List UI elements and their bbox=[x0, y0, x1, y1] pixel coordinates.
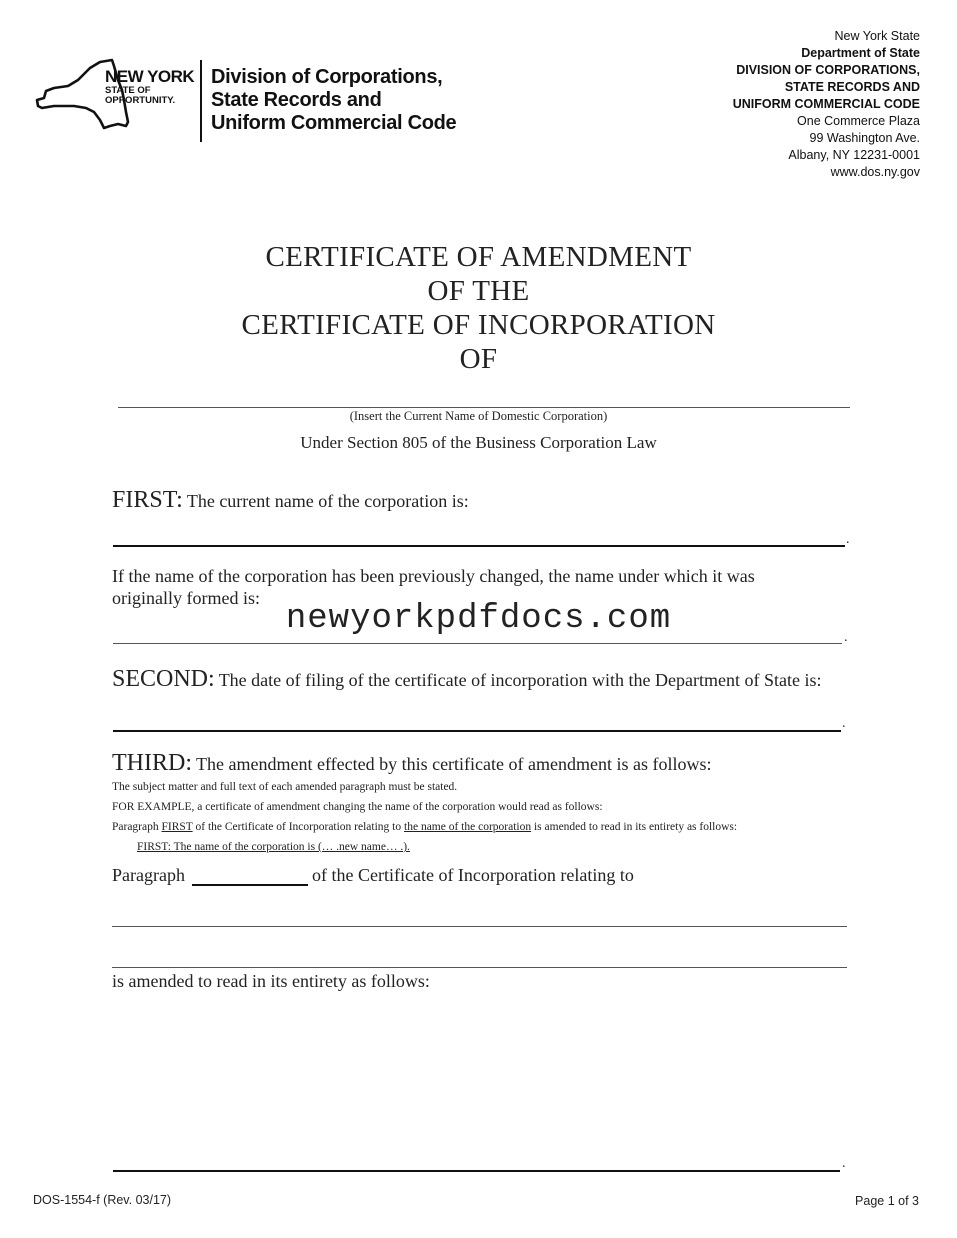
department-address bbox=[733, 28, 920, 181]
third-note-example-first: FIRST: The name of the corporation is (… .new name… .). bbox=[137, 841, 410, 853]
address-line: Department of State bbox=[801, 46, 920, 60]
logo-divider bbox=[200, 60, 202, 142]
previous-name-line2: originally formed is: bbox=[112, 588, 260, 608]
title-line: CERTIFICATE OF INCORPORATION bbox=[241, 309, 716, 341]
paragraph-number-field[interactable] bbox=[192, 884, 308, 886]
example-text: is amended to read in its entirety as follows: bbox=[531, 821, 738, 833]
address-line: 99 Washington Ave. bbox=[809, 131, 920, 145]
example-text: Paragraph bbox=[112, 821, 162, 833]
amended-text-field-end[interactable] bbox=[113, 1170, 840, 1172]
address-line: STATE RECORDS AND bbox=[784, 80, 920, 94]
third-note-example-text bbox=[112, 821, 737, 833]
third-paragraph bbox=[112, 750, 712, 777]
example-subject: the name of the corporation bbox=[404, 821, 532, 833]
example-text: of the Certificate of Incorporation relating to bbox=[192, 821, 405, 833]
division-title bbox=[211, 66, 456, 135]
first-paragraph bbox=[112, 487, 469, 514]
title-line: OF bbox=[459, 343, 498, 375]
logo-tagline-line2: OPPORTUNITY. bbox=[105, 95, 176, 106]
subject-matter-field-line1[interactable] bbox=[112, 926, 847, 927]
form-identifier: DOS-1554-f (Rev. 03/17) bbox=[33, 1193, 172, 1207]
logo-tagline-line1: STATE OF bbox=[105, 85, 151, 96]
division-title-line1: Division of Corporations, bbox=[211, 66, 443, 88]
current-name-field[interactable] bbox=[113, 545, 845, 547]
field-period: . bbox=[846, 532, 850, 547]
address-line: Albany, NY 12231-0001 bbox=[788, 148, 920, 162]
paragraph-label: Paragraph bbox=[112, 865, 185, 885]
first-text: The current name of the corporation is: bbox=[186, 491, 469, 511]
third-note-example: FOR EXAMPLE, a certificate of amendment changing the name of the corporation would read as follows: bbox=[112, 801, 603, 813]
address-line: UNIFORM COMMERCIAL CODE bbox=[732, 97, 920, 111]
amended-text-label: is amended to read in its entirety as follows: bbox=[112, 971, 430, 991]
second-paragraph bbox=[112, 666, 821, 693]
corporation-name-field[interactable] bbox=[118, 407, 850, 408]
division-title-line3: Uniform Commercial Code bbox=[211, 112, 457, 134]
subject-matter-field-line2[interactable] bbox=[112, 967, 847, 968]
document-title bbox=[0, 240, 957, 376]
title-line: CERTIFICATE OF AMENDMENT bbox=[265, 241, 692, 273]
field-period: . bbox=[842, 1156, 846, 1171]
title-line: OF THE bbox=[427, 275, 530, 307]
division-title-line2: State Records and bbox=[211, 89, 382, 111]
third-text: The amendment effected by this certificate of amendment is as follows: bbox=[196, 754, 712, 774]
corporation-name-caption: (Insert the Current Name of Domestic Corporation) bbox=[349, 409, 608, 423]
first-label: FIRST: bbox=[112, 487, 183, 513]
filing-date-field[interactable] bbox=[113, 730, 841, 732]
field-period: . bbox=[842, 716, 846, 731]
field-period: . bbox=[844, 630, 848, 645]
original-name-field[interactable] bbox=[113, 643, 842, 644]
logo-tagline bbox=[105, 86, 175, 106]
previous-name-line1: If the name of the corporation has been previously changed, the name under which it was bbox=[112, 566, 755, 586]
third-note-subject: The subject matter and full text of each amended paragraph must be stated. bbox=[112, 781, 458, 793]
address-line: New York State bbox=[834, 29, 920, 43]
third-label: THIRD: bbox=[112, 750, 192, 776]
second-text: The date of filing of the certificate of incorporation with the Department of State is: bbox=[218, 670, 822, 690]
page-number: Page 1 of 3 bbox=[855, 1194, 919, 1208]
section-law: Under Section 805 of the Business Corporation Law bbox=[300, 433, 657, 452]
address-line: DIVISION OF CORPORATIONS, bbox=[736, 63, 920, 77]
address-website: www.dos.ny.gov bbox=[830, 165, 920, 179]
logo-new-york: NEW YORK bbox=[105, 67, 195, 86]
example-paragraph: FIRST bbox=[161, 821, 193, 833]
second-label: SECOND: bbox=[112, 666, 215, 692]
address-line: One Commerce Plaza bbox=[797, 114, 920, 128]
paragraph-relating-to: of the Certificate of Incorporation relating to bbox=[312, 865, 634, 885]
watermark: newyorkpdfdocs.com bbox=[285, 600, 672, 638]
amended-text-area[interactable] bbox=[112, 1000, 847, 1165]
